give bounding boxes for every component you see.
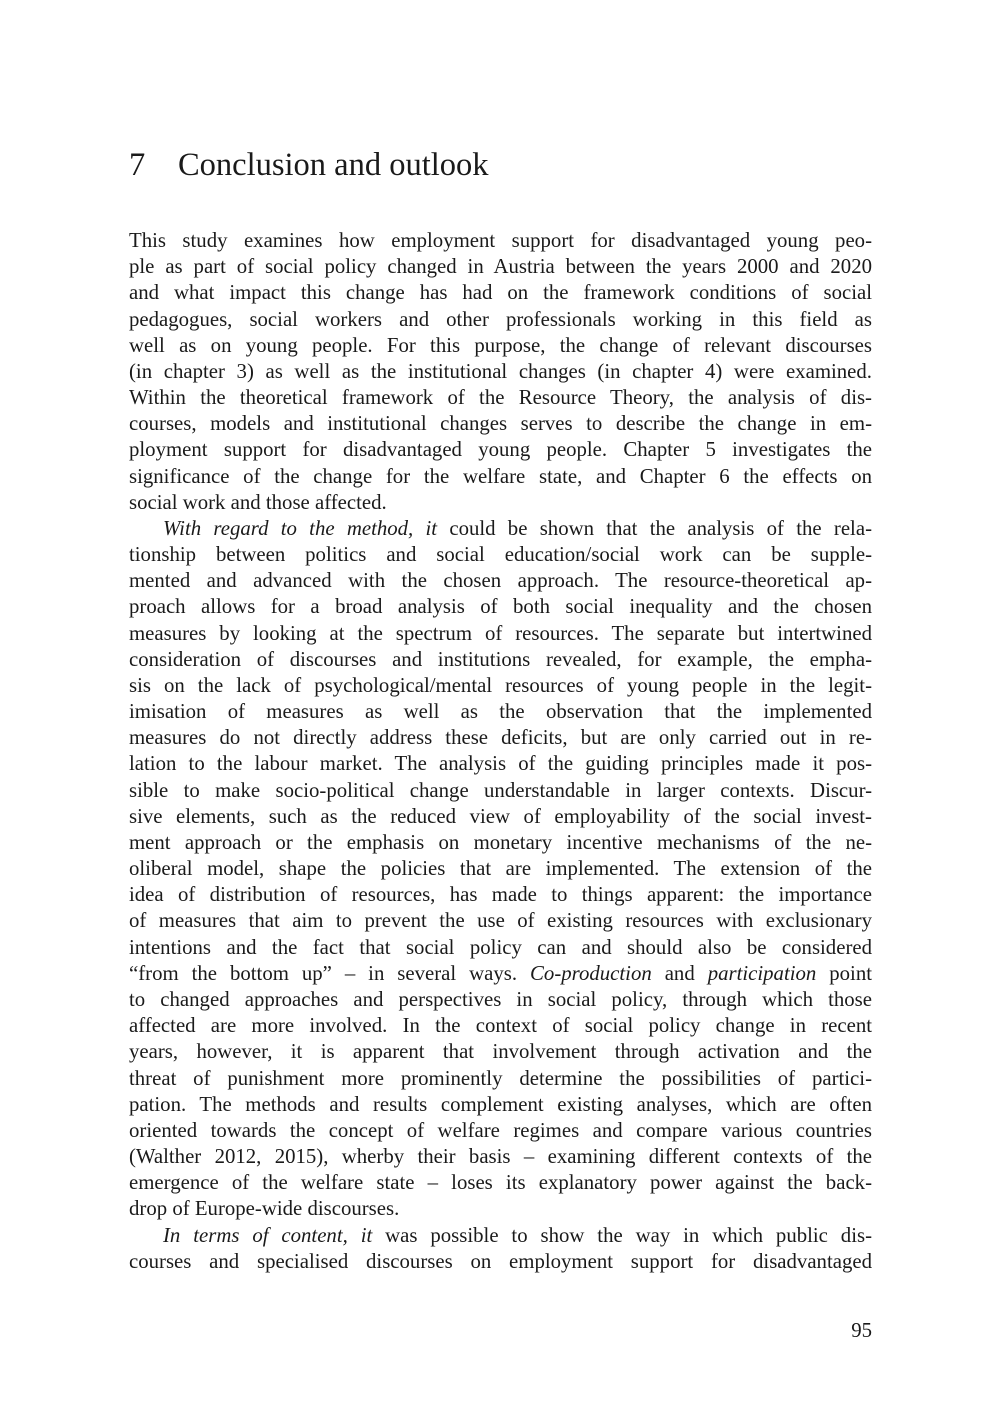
- paragraph: [129, 228, 872, 516]
- text-line: to changed approaches and perspectives in social policy, through which those: [129, 987, 872, 1011]
- italic-text: In terms of content, it: [163, 1223, 373, 1247]
- page-number: 95: [851, 1319, 872, 1342]
- text-line: proach allows for a broad analysis of both social inequality and the chosen: [129, 595, 872, 619]
- text-line: courses and specialised discourses on employment support for disadvantaged: [129, 1249, 872, 1273]
- text-segment: and: [651, 961, 708, 985]
- text-line: threat of punishment more prominently determine the possibilities of partici-: [129, 1066, 872, 1090]
- text-line: oriented towards the concept of welfare regimes and compare various countries: [129, 1118, 872, 1142]
- text-line: drop of Europe-wide discourses.: [129, 1197, 400, 1221]
- paragraph: [129, 516, 872, 1223]
- text-segment: “from the bottom up” – in several ways.: [129, 961, 531, 985]
- text-line: (Walther 2012, 2015), wherby their basis – examining different contexts of the: [129, 1145, 872, 1169]
- text-segment: could be shown that the analysis of the rela-: [437, 516, 872, 540]
- text-line: (in chapter 3) as well as the institutional changes (in chapter 4) were examined.: [129, 359, 872, 383]
- text-line: sive elements, such as the reduced view of employability of the social invest-: [129, 804, 872, 828]
- text-line: mented and advanced with the chosen approach. The resource-theoretical ap-: [129, 569, 872, 593]
- text-line: This study examines how employment support for disadvantaged young peo-: [129, 229, 872, 252]
- text-line: emergence of the welfare state – loses its explanatory power against the back-: [129, 1171, 872, 1195]
- text-line: significance of the change for the welfare state, and Chapter 6 the effects on: [129, 464, 872, 488]
- text-line: tionship between politics and social education/social work can be supple-: [129, 543, 872, 567]
- text-line: [129, 516, 872, 542]
- text-line: affected are more involved. In the context of social policy change in recent: [129, 1014, 872, 1038]
- text-line: consideration of discourses and institutions revealed, for example, the empha-: [129, 647, 872, 671]
- text-line: sis on the lack of psychological/mental resources of young people in the legit-: [129, 673, 872, 697]
- text-line: sible to make socio-political change understandable in larger contexts. Discur-: [129, 778, 872, 802]
- text-line: ployment support for disadvantaged young people. Chapter 5 investigates the: [129, 438, 872, 462]
- text-line: years, however, it is apparent that involvement through activation and the: [129, 1040, 872, 1064]
- text-line: social work and those affected.: [129, 490, 387, 514]
- text-line: and what impact this change has had on the framework conditions of social: [129, 281, 872, 305]
- chapter-number: 7: [129, 147, 146, 183]
- text-line: well as on young people. For this purpose, the change of relevant discourses: [129, 333, 872, 357]
- text-line: oliberal model, shape the policies that are implemented. The extension of the: [129, 857, 872, 881]
- chapter-title: Conclusion and outlook: [178, 147, 489, 183]
- text-line: intentions and the fact that social policy can and should also be considered: [129, 935, 872, 959]
- paragraph: [129, 1223, 872, 1275]
- text-segment: point: [816, 961, 873, 985]
- text-line: idea of distribution of resources, has made to things apparent: the importance: [129, 883, 872, 907]
- italic-text: With regard to the method, it: [163, 516, 438, 540]
- text-line: of measures that aim to prevent the use of existing resources with exclusionary: [129, 909, 872, 933]
- text-line: lation to the labour market. The analysis of the guiding principles made it pos-: [129, 752, 872, 776]
- text-line: [129, 961, 872, 987]
- text-line: pation. The methods and results complement existing analyses, which are often: [129, 1092, 872, 1116]
- text-line: [129, 1223, 872, 1249]
- italic-text: Co-production: [530, 961, 652, 985]
- text-segment: was possible to show the way in which public dis-: [372, 1223, 872, 1247]
- body-text: [129, 228, 872, 1275]
- text-line: ment approach or the emphasis on monetary incentive mechanisms of the ne-: [129, 830, 872, 854]
- text-line: imisation of measures as well as the observation that the implemented: [129, 700, 872, 724]
- text-line: courses, models and institutional changes serves to describe the change in em-: [129, 412, 872, 436]
- text-line: ple as part of social policy changed in Austria between the years 2000 and 2020: [129, 255, 872, 279]
- italic-text: participation: [707, 961, 817, 985]
- text-line: pedagogues, social workers and other professionals working in this field as: [129, 307, 872, 331]
- text-line: measures do not directly address these deficits, but are only carried out in re-: [129, 726, 872, 750]
- text-line: Within the theoretical framework of the Resource Theory, the analysis of dis-: [129, 386, 872, 410]
- chapter-heading: [129, 143, 489, 187]
- text-line: measures by looking at the spectrum of resources. The separate but intertwined: [129, 621, 872, 645]
